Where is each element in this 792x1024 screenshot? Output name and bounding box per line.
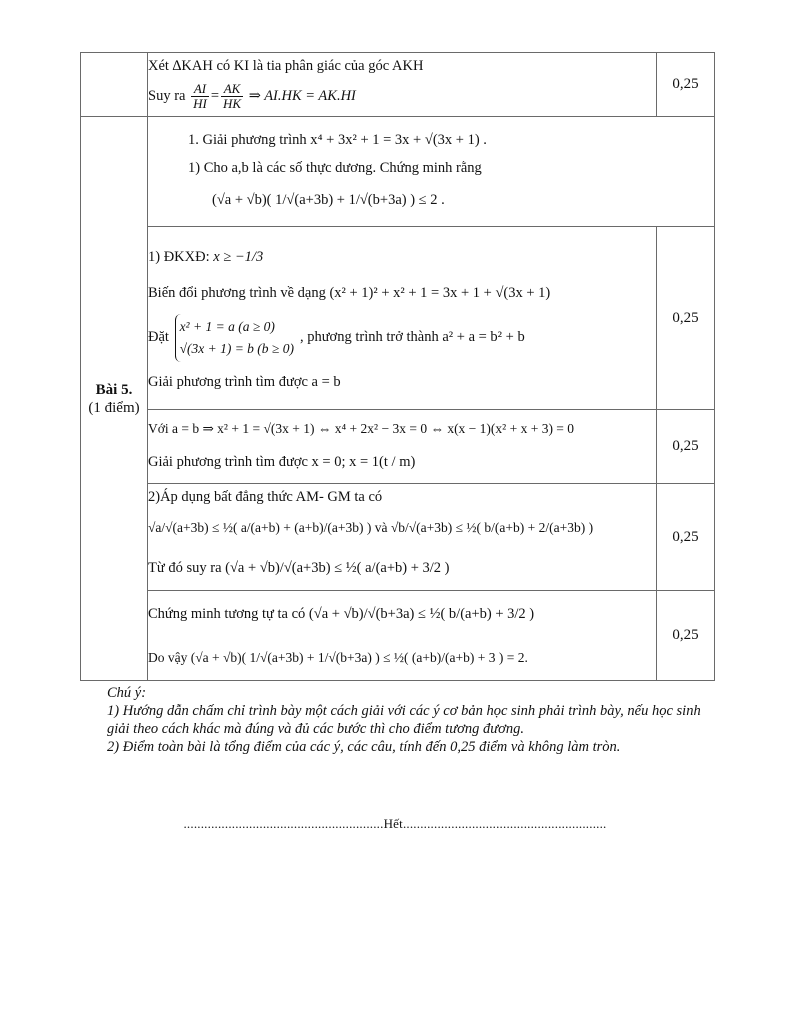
- text-prefix: Đặt: [148, 329, 169, 345]
- empty-label-cell: [81, 53, 148, 117]
- score-cell: 0,25: [657, 227, 715, 410]
- solution-line: [148, 309, 656, 365]
- numerator: AK: [221, 82, 243, 97]
- system-equation-2: √(3x + 1) = b (b ≥ 0): [179, 340, 294, 356]
- numerator: AI: [191, 82, 209, 97]
- solution-line: Với a = b ⇒ x² + 1 = √(3x + 1) ⇔ x⁴ + 2x² − 3x = 0 ⇔ x(x − 1)(x² + x + 3) = 0: [148, 420, 575, 436]
- solution-cell: [148, 591, 657, 681]
- solution-cell: [148, 484, 657, 591]
- score-cell: 0,25: [657, 410, 715, 484]
- solution-line: Từ đó suy ra (√a + √b)/√(a+3b) ≤ ½( a/(a+b) + 3/2 ): [148, 560, 450, 576]
- text-prefix: 1) ĐKXĐ:: [148, 249, 210, 265]
- notes-title: Chú ý:: [107, 685, 147, 701]
- solution-line: Do vậy (√a + √b)( 1/√(a+3b) + 1/√(b+3a) ) ≤ ½( (a+b)/(a+b) + 3 ) = 2.: [148, 649, 528, 665]
- denominator: HI: [193, 95, 207, 111]
- problem-item-2: 1) Cho a,b là các số thực dương. Chứng minh rằng: [188, 159, 482, 176]
- end-marker: ..........................................................Hết...........................................................: [183, 816, 607, 831]
- table-row: [81, 484, 715, 591]
- text-prefix: Suy ra: [148, 87, 186, 104]
- notes-section: [107, 684, 707, 756]
- table-row: [81, 227, 715, 410]
- problem-statement-cell: [148, 117, 715, 227]
- problem-label-cell: [81, 117, 148, 681]
- solution-cell: [148, 227, 657, 410]
- note-1: 1) Hướng dẫn chấm chỉ trình bày một cách giải với các ý cơ bản học sinh phải trình bày, nếu học sinh giải theo cách khác mà đúng và đủ các bước thì cho điểm tương đương.: [107, 703, 701, 737]
- content-line: Xét ∆KAH có KI là tia phân giác của góc AKH: [148, 57, 424, 74]
- score-cell: 0,25: [657, 591, 715, 681]
- table-row: [81, 53, 715, 117]
- solution-line: Chứng minh tương tự ta có (√a + √b)/√(b+3a) ≤ ½( b/(a+b) + 3/2 ): [148, 605, 535, 622]
- note-2: 2) Điểm toàn bài là tổng điểm của các ý, các câu, tính đến 0,25 điểm và không làm tròn.: [107, 739, 621, 755]
- denominator: HK: [223, 95, 242, 111]
- table-row: [81, 117, 715, 227]
- math-expression: ⇒ AI.HK = AK.HI: [248, 87, 356, 104]
- score-cell: 0,25: [657, 484, 715, 591]
- solution-line: Giải phương trình tìm được x = 0; x = 1(t / m): [148, 453, 416, 470]
- solution-line: 2)Áp dụng bất đẳng thức AM- GM ta có: [148, 489, 383, 505]
- solution-cell: [148, 410, 657, 484]
- table-row: [81, 591, 715, 681]
- content-line: Suy ra $\frac{AI}{HI}$ = $\frac{AK}{HK}$ ⇒ AI.HK = AK.HI: [148, 80, 356, 111]
- solution-line: [148, 237, 656, 277]
- solution-line: √a/√(a+3b) ≤ ½( a/(a+b) + (a+b)/(a+3b) ) và √b/√(a+3b) ≤ ½( b/(a+b) + 2/(a+3b) ): [148, 520, 594, 535]
- score-cell: 0,25: [657, 53, 715, 117]
- problem-item-1: 1. Giải phương trình x⁴ + 3x² + 1 = 3x + √(3x + 1) .: [188, 131, 487, 148]
- problem-points: (1 điểm): [88, 399, 140, 416]
- problem-title: Bài 5.: [95, 381, 133, 398]
- math-expression: x ≥ −1/3: [213, 249, 264, 265]
- fraction: [191, 82, 209, 111]
- fraction: [221, 82, 243, 111]
- solution-line: Giải phương trình tìm được a = b: [148, 374, 341, 390]
- solution-line: Biến đổi phương trình về dạng (x² + 1)² + x² + 1 = 3x + 1 + √(3x + 1): [148, 285, 551, 301]
- equation-system: [175, 314, 298, 362]
- grading-table: [80, 52, 715, 681]
- system-equation-1: x² + 1 = a (a ≥ 0): [179, 318, 275, 334]
- content-cell: [148, 53, 657, 117]
- text-suffix: , phương trình trở thành a² + a = b² + b: [299, 329, 525, 345]
- table-row: [81, 410, 715, 484]
- problem-inequality: (√a + √b)( 1/√(a+3b) + 1/√(b+3a) ) ≤ 2 .: [212, 191, 445, 208]
